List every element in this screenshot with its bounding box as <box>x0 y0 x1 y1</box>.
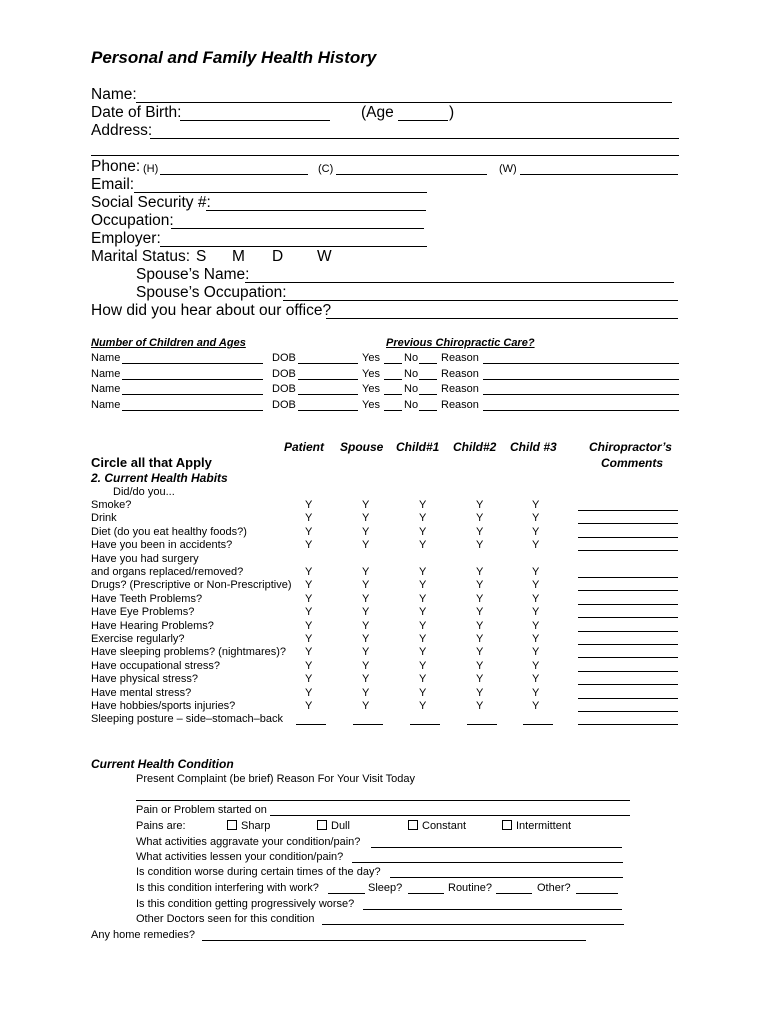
marital-option-married[interactable]: M <box>232 248 245 265</box>
previous-care-heading: Previous Chiropractic Care? <box>386 337 535 349</box>
habit-y-1[interactable]: Y <box>305 512 313 525</box>
habit-y-3[interactable]: Y <box>419 499 427 511</box>
comment-field[interactable] <box>578 537 678 538</box>
habit-label: Have Teeth Problems? <box>91 592 203 605</box>
habit-label: Have physical stress? <box>91 673 198 686</box>
habit-y-2[interactable]: Y <box>362 673 370 686</box>
child-no-field[interactable] <box>419 394 437 395</box>
child-no-field[interactable] <box>419 379 437 380</box>
habit-y-3[interactable]: Y <box>419 606 427 619</box>
occupation-field[interactable] <box>171 228 424 229</box>
child-no-field[interactable] <box>419 410 437 411</box>
habit-label: Diet (do you eat healthy foods?) <box>91 525 247 538</box>
routine-field[interactable] <box>496 893 532 894</box>
comment-field[interactable] <box>578 617 678 618</box>
habit-label: Exercise regularly? <box>91 633 185 645</box>
habit-y-4[interactable]: Y <box>476 499 484 511</box>
habit-y-2[interactable]: Y <box>362 646 370 659</box>
pain-dull-label: Dull <box>331 820 350 832</box>
habit-y-5[interactable]: Y <box>532 619 540 632</box>
child-name-field[interactable] <box>122 410 263 411</box>
condition-heading: Current Health Condition <box>91 757 234 771</box>
habit-y-4[interactable]: Y <box>476 659 484 672</box>
comment-field[interactable] <box>578 550 678 551</box>
habit-y-2[interactable]: Y <box>362 525 370 538</box>
comment-field[interactable] <box>578 724 678 725</box>
email-label: Email: <box>91 176 135 193</box>
column-child1: Child#1 <box>396 440 440 454</box>
routine-label: Routine? <box>448 882 493 894</box>
child-reason-field[interactable] <box>483 410 679 411</box>
habit-label: Have Hearing Problems? <box>91 619 214 632</box>
habit-label: Drink <box>91 512 117 525</box>
habit-y-5[interactable]: Y <box>532 686 540 699</box>
phone-label: Phone: <box>91 158 141 175</box>
aggravate-label: What activities aggravate your condition/pain? <box>136 836 361 848</box>
habit-y-5[interactable]: Y <box>532 566 540 578</box>
ssn-field[interactable] <box>206 210 426 211</box>
habit-y-2[interactable]: Y <box>362 592 370 605</box>
checkbox-icon <box>317 820 327 830</box>
child-name-label: Name <box>91 352 121 364</box>
lessen-label: What activities lessen your condition/pain? <box>136 851 344 863</box>
marital-option-divorced[interactable]: D <box>272 248 284 265</box>
habit-y-5[interactable]: Y <box>532 700 540 712</box>
child-yes-label: Yes <box>362 383 380 395</box>
lessen-field[interactable] <box>352 862 623 863</box>
column-spouse: Spouse <box>340 440 384 454</box>
habit-y-1[interactable]: Y <box>305 579 313 592</box>
spouse-occupation-label: Spouse’s Occupation: <box>136 284 287 301</box>
habit-y-1[interactable]: Y <box>305 525 313 538</box>
habit-label: Have mental stress? <box>91 686 192 699</box>
comments-heading-2: Comments <box>601 456 664 470</box>
marital-option-widowed[interactable]: W <box>317 248 332 265</box>
spouse-name-label: Spouse’s Name: <box>136 266 250 283</box>
habit-y-2[interactable]: Y <box>362 659 370 672</box>
habit-y-2[interactable]: Y <box>362 700 370 712</box>
complaint-field[interactable] <box>136 800 630 801</box>
child-reason-field[interactable] <box>483 363 679 364</box>
comment-field[interactable] <box>578 577 678 578</box>
column-child2: Child#2 <box>453 440 497 454</box>
habit-y-1[interactable]: Y <box>305 673 313 686</box>
habit-y-5[interactable]: Y <box>532 525 540 538</box>
child-name-field[interactable] <box>122 379 263 380</box>
phone-work-field[interactable] <box>520 174 678 175</box>
habit-y-4[interactable]: Y <box>476 619 484 632</box>
habits-section-heading: 2. Current Health Habits <box>91 471 228 485</box>
habit-y-3[interactable]: Y <box>419 512 427 525</box>
child-yes-label: Yes <box>362 352 380 364</box>
child-no-label: No <box>404 399 419 411</box>
habit-y-5[interactable]: Y <box>532 579 540 592</box>
checkbox-icon <box>227 820 237 830</box>
child-reason-label: Reason <box>441 352 479 364</box>
habit-y-2[interactable]: Y <box>362 633 370 645</box>
complaint-label: Present Complaint (be brief) Reason For Your Visit Today <box>136 773 416 785</box>
comment-field[interactable] <box>578 590 678 591</box>
child-dob-label: DOB <box>272 352 296 364</box>
habit-label: Have Eye Problems? <box>91 606 195 619</box>
child-yes-field[interactable] <box>384 394 402 395</box>
habit-y-3[interactable]: Y <box>419 673 427 686</box>
habit-y-3[interactable]: Y <box>419 539 427 552</box>
habit-y-3[interactable]: Y <box>419 633 427 645</box>
pain-sharp-checkbox[interactable] <box>227 820 270 832</box>
habit-y-4[interactable]: Y <box>476 539 484 552</box>
ssn-label: Social Security #: <box>91 194 211 211</box>
aggravate-field[interactable] <box>371 847 622 848</box>
habit-label: and organs replaced/removed? <box>91 566 244 578</box>
habit-y-4[interactable]: Y <box>476 646 484 659</box>
posture-field-3[interactable] <box>410 724 440 725</box>
employer-label: Employer: <box>91 230 161 247</box>
child-reason-field[interactable] <box>483 379 679 380</box>
habit-y-4[interactable]: Y <box>476 512 484 525</box>
habit-label: Have hobbies/sports injuries? <box>91 700 236 712</box>
comments-heading-1: Chiropractor’s <box>589 440 672 454</box>
started-field[interactable] <box>270 815 630 816</box>
child-dob-field[interactable] <box>298 394 358 395</box>
habit-y-2[interactable]: Y <box>362 619 370 632</box>
habit-y-1[interactable]: Y <box>305 539 313 552</box>
posture-field-4[interactable] <box>467 724 497 725</box>
habit-y-1[interactable]: Y <box>305 606 313 619</box>
dob-label: Date of Birth: <box>91 104 182 121</box>
spouse-name-field[interactable] <box>245 282 674 283</box>
comment-field[interactable] <box>578 657 678 658</box>
children-heading: Number of Children and Ages <box>91 337 246 349</box>
pain-intermittent-checkbox[interactable] <box>502 820 571 832</box>
child-no-label: No <box>404 352 419 364</box>
habit-y-1[interactable]: Y <box>305 700 313 712</box>
habit-y-2[interactable]: Y <box>362 566 370 578</box>
habit-y-4[interactable]: Y <box>476 592 484 605</box>
hear-about-label: How did you hear about our office? <box>91 302 332 319</box>
comment-field[interactable] <box>578 698 678 699</box>
habit-y-3[interactable]: Y <box>419 700 427 712</box>
worse-label: Is condition worse during certain times of the day? <box>136 866 381 878</box>
habit-y-3[interactable]: Y <box>419 646 427 659</box>
comment-field[interactable] <box>578 671 678 672</box>
child-reason-label: Reason <box>441 368 479 380</box>
habit-y-5[interactable]: Y <box>532 646 540 659</box>
habit-y-3[interactable]: Y <box>419 566 427 578</box>
other-label: Other? <box>537 882 571 894</box>
email-field[interactable] <box>134 192 427 193</box>
employer-field[interactable] <box>160 246 427 247</box>
habit-y-1[interactable]: Y <box>305 646 313 659</box>
habit-y-2[interactable]: Y <box>362 499 370 511</box>
phone-cell-label: (C) <box>318 163 334 175</box>
started-label: Pain or Problem started on <box>136 804 267 816</box>
child-yes-field[interactable] <box>384 379 402 380</box>
dob-field[interactable] <box>180 120 330 121</box>
habit-y-1[interactable]: Y <box>305 592 313 605</box>
pain-constant-label: Constant <box>422 820 467 832</box>
comment-field[interactable] <box>578 510 678 511</box>
habit-y-2[interactable]: Y <box>362 512 370 525</box>
habit-y-1[interactable]: Y <box>305 686 313 699</box>
child-yes-field[interactable] <box>384 410 402 411</box>
child-reason-label: Reason <box>441 399 479 411</box>
habit-y-5[interactable]: Y <box>532 606 540 619</box>
name-field[interactable] <box>136 102 672 103</box>
comment-field[interactable] <box>578 631 678 632</box>
comment-field[interactable] <box>578 523 678 524</box>
child-name-label: Name <box>91 368 121 380</box>
child-yes-label: Yes <box>362 399 380 411</box>
habit-y-4[interactable]: Y <box>476 700 484 712</box>
interfering-label: Is this condition interfering with work? <box>136 882 319 894</box>
phone-work-label: (W) <box>499 163 517 175</box>
child-reason-label: Reason <box>441 383 479 395</box>
child-dob-label: DOB <box>272 399 296 411</box>
other-field[interactable] <box>576 893 618 894</box>
habit-y-3[interactable]: Y <box>419 525 427 538</box>
child-dob-label: DOB <box>272 368 296 380</box>
habit-label: Have occupational stress? <box>91 659 221 672</box>
habit-label: Have sleeping problems? (nightmares)? <box>91 646 287 659</box>
habit-label: Drugs? (Prescriptive or Non-Prescriptive) <box>91 579 292 592</box>
posture-field-5[interactable] <box>523 724 553 725</box>
child-no-label: No <box>404 368 419 380</box>
column-child3: Child #3 <box>510 440 557 454</box>
comment-field[interactable] <box>578 684 678 685</box>
address-field[interactable] <box>150 138 679 139</box>
habit-y-5[interactable]: Y <box>532 512 540 525</box>
address-field-2[interactable] <box>91 155 679 156</box>
habit-label: Smoke? <box>91 499 132 511</box>
hear-about-field[interactable] <box>326 318 678 319</box>
habit-y-5[interactable]: Y <box>532 499 540 511</box>
home-remedies-field[interactable] <box>202 940 586 941</box>
pains-are-label: Pains are: <box>136 820 186 832</box>
habit-y-4[interactable]: Y <box>476 525 484 538</box>
phone-home-field[interactable] <box>160 174 308 175</box>
sleep-label: Sleep? <box>368 882 403 894</box>
habit-y-1[interactable]: Y <box>305 499 313 511</box>
home-remedies-label: Any home remedies? <box>91 929 195 941</box>
habit-y-2[interactable]: Y <box>362 579 370 592</box>
did-do-label: Did/do you... <box>113 486 175 498</box>
marital-status-label: Marital Status: <box>91 248 191 265</box>
comment-field[interactable] <box>578 604 678 605</box>
child-name-field[interactable] <box>122 363 263 364</box>
habit-y-4[interactable]: Y <box>476 579 484 592</box>
other-doctors-label: Other Doctors seen for this condition <box>136 913 315 925</box>
child-dob-field[interactable] <box>298 410 358 411</box>
name-label: Name: <box>91 86 137 103</box>
child-name-label: Name <box>91 399 121 411</box>
habit-y-1[interactable]: Y <box>305 659 313 672</box>
address-label: Address: <box>91 122 153 139</box>
pain-sharp-label: Sharp <box>241 820 271 832</box>
other-doctors-field[interactable] <box>322 924 624 925</box>
comment-field[interactable] <box>578 711 678 712</box>
habit-y-4[interactable]: Y <box>476 673 484 686</box>
habit-y-3[interactable]: Y <box>419 579 427 592</box>
habit-y-5[interactable]: Y <box>532 592 540 605</box>
pain-dull-checkbox[interactable] <box>317 820 350 832</box>
progressive-field[interactable] <box>363 909 622 910</box>
column-patient: Patient <box>284 440 325 454</box>
habit-y-5[interactable]: Y <box>532 659 540 672</box>
habit-y-2[interactable]: Y <box>362 606 370 619</box>
age-close-label: ) <box>449 104 455 121</box>
interfering-work-field[interactable] <box>328 893 365 894</box>
child-dob-field[interactable] <box>298 363 358 364</box>
pain-intermittent-label: Intermittent <box>516 820 572 832</box>
habit-y-4[interactable]: Y <box>476 606 484 619</box>
circle-all-heading: Circle all that Apply <box>91 455 212 470</box>
habit-y-5[interactable]: Y <box>532 673 540 686</box>
sleep-field[interactable] <box>408 893 444 894</box>
worse-field[interactable] <box>390 877 623 878</box>
habit-y-4[interactable]: Y <box>476 633 484 645</box>
habit-y-3[interactable]: Y <box>419 619 427 632</box>
habit-y-5[interactable]: Y <box>532 539 540 552</box>
occupation-label: Occupation: <box>91 212 174 229</box>
child-no-label: No <box>404 383 419 395</box>
progressive-label: Is this condition getting progressively worse? <box>136 898 355 910</box>
posture-field-2[interactable] <box>353 724 383 725</box>
habit-y-3[interactable]: Y <box>419 592 427 605</box>
child-name-label: Name <box>91 383 121 395</box>
habit-label: Sleeping posture – side–stomach–back <box>91 713 284 726</box>
comment-field[interactable] <box>578 644 678 645</box>
phone-cell-field[interactable] <box>336 174 487 175</box>
child-no-field[interactable] <box>419 363 437 364</box>
child-reason-field[interactable] <box>483 394 679 395</box>
child-name-field[interactable] <box>122 394 263 395</box>
age-field[interactable] <box>398 120 448 121</box>
habit-y-3[interactable]: Y <box>419 659 427 672</box>
habit-y-1[interactable]: Y <box>305 619 313 632</box>
age-open-label: (Age <box>361 104 394 121</box>
habit-y-1[interactable]: Y <box>305 633 313 645</box>
habit-y-2[interactable]: Y <box>362 686 370 699</box>
checkbox-icon <box>502 820 512 830</box>
habit-y-4[interactable]: Y <box>476 686 484 699</box>
page-title: Personal and Family Health History <box>91 48 377 67</box>
child-dob-label: DOB <box>272 383 296 395</box>
checkbox-icon <box>408 820 418 830</box>
spouse-occupation-field[interactable] <box>283 300 678 301</box>
habit-label: Have you had surgery <box>91 552 199 565</box>
pain-constant-checkbox[interactable] <box>408 820 466 832</box>
child-yes-field[interactable] <box>384 363 402 364</box>
child-yes-label: Yes <box>362 368 380 380</box>
posture-field-1[interactable] <box>296 724 326 725</box>
habit-label: Have you been in accidents? <box>91 539 233 552</box>
marital-option-single[interactable]: S <box>196 248 207 265</box>
habit-y-3[interactable]: Y <box>419 686 427 699</box>
habit-y-4[interactable]: Y <box>476 566 484 578</box>
phone-home-label: (H) <box>143 163 159 175</box>
habit-y-1[interactable]: Y <box>305 566 313 578</box>
child-dob-field[interactable] <box>298 379 358 380</box>
habit-y-5[interactable]: Y <box>532 633 540 645</box>
habit-y-2[interactable]: Y <box>362 539 370 552</box>
